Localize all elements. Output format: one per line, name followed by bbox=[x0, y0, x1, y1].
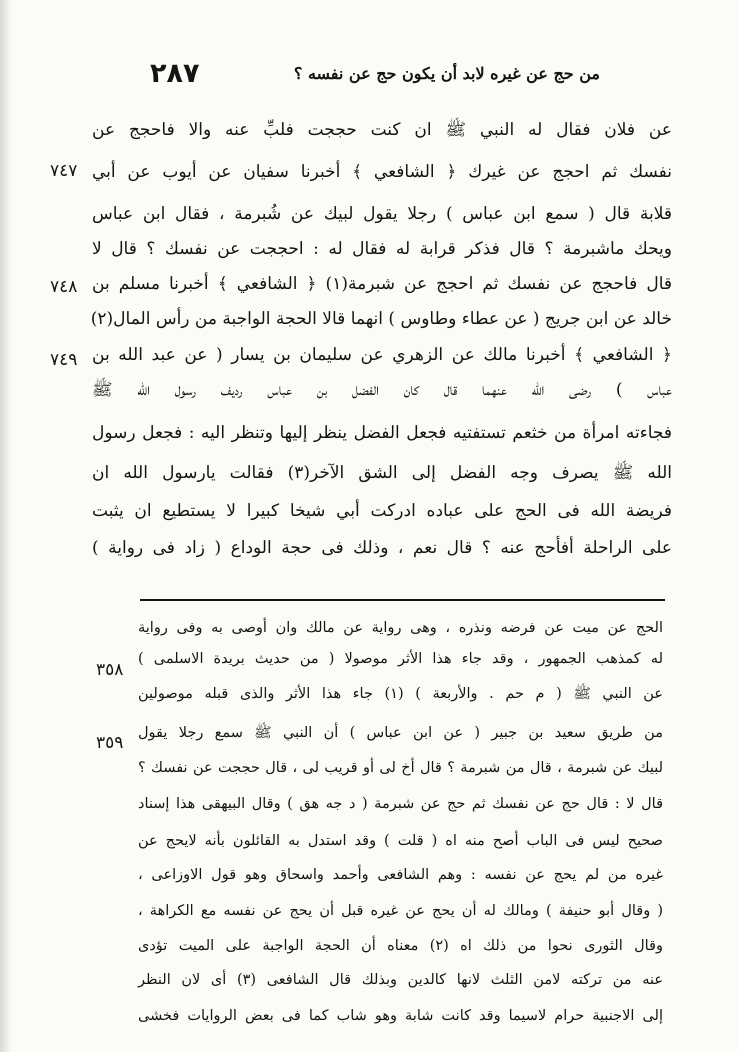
footnote-separator bbox=[140, 599, 665, 601]
page-header bbox=[150, 58, 600, 98]
footnote-line: ( وقال أبو حنيفة ) ومالك له أن يحج عن غيره قبل أن يحج عن نفسه مع الكراهة ، bbox=[138, 903, 663, 919]
footnote-line: لبيك عن شبرمة ، قال من شبرمة ؟ قال أخ لى أو قريب لى ، قال حججت عن نفسك ؟ bbox=[138, 760, 663, 776]
main-line: ويحك ماشبرمة ؟ قال فذكر قرابة له فقال له : احججت عن نفسك ؟ قال لا bbox=[92, 239, 672, 259]
footnote-line: عنه من تركته لامن الثلث لانها كالدين وبذلك قال الشافعى (٣) أى لان النظر bbox=[138, 972, 663, 988]
footnote-line: إلى الاجنبية حرام لاسيما وقد كانت شابة وهو شاب كما فى بعض الروايات فخشى bbox=[138, 1008, 663, 1024]
footnote-line: من طريق سعيد بن جبير ( عن ابن عباس ) أن النبي ﷺ سمع رجلا يقول bbox=[138, 725, 663, 741]
running-title: من حج عن غيره لابد أن يكون حج عن نفسه ؟ bbox=[293, 64, 600, 83]
footnote-line: له كمذهب الجمهور ، وقد جاء هذا الأثر موصولا ( من حديث بريدة الاسلمى ) bbox=[138, 651, 663, 667]
main-line: عباس ) رضى الله عنهما قال كان الفضل بن عباس رديف رسول الله ﷺ bbox=[92, 380, 672, 400]
main-line: الله ﷺ يصرف وجه الفضل إلى الشق الآخر(٣) فقالت يارسول الله ان bbox=[92, 463, 672, 483]
footnote-line: الحج عن ميت عن فرضه ونذره ، وهى رواية عن مالك وان أوصى به وفى رواية bbox=[138, 620, 663, 636]
main-line: قلابة قال ( سمع ابن عباس ) رجلا يقول لبيك عن شُبرمة ، فقال ابن عباس bbox=[92, 204, 672, 224]
main-line: خالد عن ابن جريج ( عن عطاء وطاوس ) انهما قالا الحجة الواجبة من رأس المال(٢) bbox=[90, 309, 672, 329]
hadith-number: ٧٤٩ bbox=[50, 350, 78, 370]
page-number: ٢٨٧ bbox=[150, 58, 200, 89]
main-line: على الراحلة أفأحج عنه ؟ قال نعم ، وذلك فى حجة الوداع ( زاد فى رواية ) bbox=[92, 538, 672, 558]
footnote-line: وقال الثورى نحوا من ذلك اه (٢) معناه أن الحجة الواجبة على الميت تؤدى bbox=[138, 938, 663, 954]
footnote-line: غيره من لم يحج عن نفسه : وهم الشافعى وأحمد واسحاق وهو قول الاوزاعى ، bbox=[138, 867, 663, 883]
hadith-number: ٧٤٧ bbox=[50, 161, 78, 181]
hadith-number: ٣٥٩ bbox=[96, 733, 124, 753]
page-edge-shadow bbox=[0, 0, 12, 1052]
hadith-number: ٣٥٨ bbox=[96, 660, 124, 680]
footnote-line: صحيح ليس فى الباب أصح منه اه ( قلت ) وقد استدل به القائلون بأنه لايحج عن bbox=[138, 833, 663, 849]
main-line: نفسك ثم احجج عن غيرك ﴿ الشافعي ﴾ أخبرنا سفيان عن أيوب عن أبي bbox=[92, 162, 672, 182]
main-line: فجاءته امرأة من خثعم تستفتيه فجعل الفضل ينظر إليها وتنظر اليه : فجعل رسول bbox=[92, 423, 672, 443]
main-line: عن فلان فقال له النبي ﷺ ان كنت حججت فلبِّ عنه والا فاحجج عن bbox=[92, 120, 672, 140]
main-line: قال فاحجج عن نفسك ثم احجج عن شبرمة(١) ﴿ الشافعي ﴾ أخبرنا مسلم بن bbox=[92, 274, 672, 294]
footnote-line: قال لا : قال حج عن نفسك ثم حج عن شبرمة ( د جه هق ) وقال البيهقى هذا إسناد bbox=[138, 796, 663, 812]
main-line: فريضة الله فى الحج على عباده ادركت أبي شيخا كبيرا لا يستطيع ان يثبت bbox=[92, 501, 672, 521]
footnote-line: عن النبي ﷺ ( م حم . والأربعة ) (١) جاء هذا الأثر والذى قبله موصولين bbox=[138, 686, 663, 702]
main-line: ﴿ الشافعي ﴾ أخبرنا مالك عن الزهري عن سليمان بن يسار ( عن عبد الله بن bbox=[92, 345, 672, 365]
hadith-number: ٧٤٨ bbox=[50, 277, 78, 297]
